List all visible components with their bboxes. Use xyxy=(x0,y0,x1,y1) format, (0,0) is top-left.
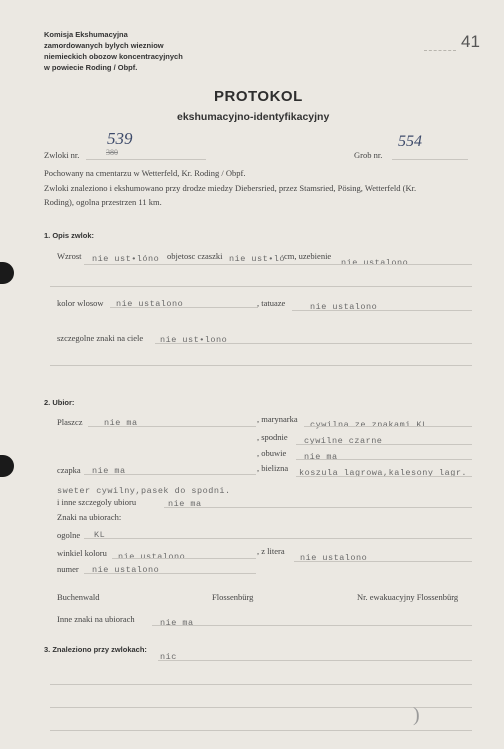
other-details-value: nie ma xyxy=(168,499,202,509)
section-heading: 3. Znaleziono przy zwlokach: xyxy=(44,645,147,654)
field-line xyxy=(84,264,472,265)
field-line xyxy=(50,286,472,287)
cap-label: czapka xyxy=(57,465,81,475)
letter-label: , z litera xyxy=(257,546,285,556)
triangle-color-label: winkiel koloru xyxy=(57,548,107,558)
pencil-mark: ) xyxy=(413,704,420,726)
punch-hole xyxy=(0,455,14,477)
hair-color-label: kolor wlosow xyxy=(57,298,104,308)
height-value: nie ust•lóno xyxy=(92,254,160,264)
page-number-dash xyxy=(424,50,456,51)
shoes-value: nie ma xyxy=(304,452,338,462)
org-line: w powiecie Roding / Obpf. xyxy=(44,63,138,72)
field-line xyxy=(164,507,472,508)
section-heading: 1. Opis zwlok: xyxy=(44,231,95,240)
field-line xyxy=(304,426,472,427)
trousers-label: , spodnie xyxy=(257,432,288,442)
coat-value: nie ma xyxy=(104,418,138,428)
other-clothing-marks-label: Inne znaki na ubiorach xyxy=(57,614,135,624)
field-line xyxy=(88,426,256,427)
field-line xyxy=(84,573,256,574)
field-line xyxy=(50,684,472,685)
camp-flossenburg: Flossenbürg xyxy=(212,592,254,602)
field-line xyxy=(50,365,472,366)
body-marks-value: nie ust•lono xyxy=(160,335,228,345)
page-number: 41 xyxy=(461,32,480,51)
found-text: Zwloki znaleziono i ekshumowano przy drodze miedzy Diebersried, przez Stamsried, Pösing, Wetterfeld (Kr. xyxy=(44,183,417,193)
found-text: Roding), ogolna przestrzen 11 km. xyxy=(44,197,162,207)
jacket-label: , marynarka xyxy=(257,414,298,424)
cap-value: nie ma xyxy=(92,466,126,476)
punch-hole xyxy=(0,262,14,284)
grave-line xyxy=(392,159,468,160)
clothing-marks-label: Znaki na ubiorach: xyxy=(57,512,122,522)
grave-label: Grob nr. xyxy=(354,150,383,160)
other-clothing-marks-value: nie ma xyxy=(160,618,194,628)
camp-buchenwald: Buchenwald xyxy=(57,592,100,602)
number-value: nie ustalono xyxy=(92,565,160,575)
org-line: niemieckich obozow koncentracyjnych xyxy=(44,52,183,61)
triangle-color-value: nie ustalono xyxy=(118,552,186,562)
page-subtitle: ekshumacyjno-identyfikacyjny xyxy=(177,111,330,123)
remains-crossed-number: 380 xyxy=(106,148,118,157)
trousers-value: cywilne czarne xyxy=(304,436,383,446)
skull-volume-label: objetosc czaszki xyxy=(167,251,223,261)
field-line xyxy=(50,730,472,731)
remains-number: 539 xyxy=(107,129,133,148)
burial-text: Pochowany na cmentarzu w Wetterfeld, Kr. Roding / Obpf. xyxy=(44,168,246,178)
letter-value: nie ustalono xyxy=(300,553,368,563)
tattoo-value: nie ustalono xyxy=(310,302,378,312)
evacuation-number-label: Nr. ewakuacyjny Flossenbürg xyxy=(357,592,459,602)
skull-volume-value: nie ust•ló xyxy=(229,254,286,264)
field-line xyxy=(84,474,256,475)
body-marks-label: szczegolne znaki na ciele xyxy=(57,333,144,343)
org-line: zamordowanych bylych wiezniow xyxy=(44,41,164,50)
tattoo-label: , tatuaze xyxy=(257,298,286,308)
field-line xyxy=(158,660,472,661)
field-line xyxy=(155,343,472,344)
shoes-label: , obuwie xyxy=(257,448,287,458)
underwear-label: , bielizna xyxy=(257,463,289,473)
field-line xyxy=(294,561,472,562)
field-line xyxy=(112,558,256,559)
org-line: Komisja Ekshumacyjna xyxy=(44,30,128,39)
coat-label: Plaszcz xyxy=(57,417,83,427)
page-title: PROTOKOL xyxy=(214,88,303,105)
field-line xyxy=(152,625,472,626)
field-line xyxy=(296,476,472,477)
underwear-value: koszula lagrowa,kalesony lagr. xyxy=(299,468,468,478)
teeth-value: nie ustalono xyxy=(341,258,409,268)
general-marks-label: ogolne xyxy=(57,530,81,540)
grave-number: 554 xyxy=(398,133,422,150)
field-line xyxy=(110,307,258,308)
field-line xyxy=(292,310,472,311)
hair-color-value: nie ustalono xyxy=(116,299,184,309)
field-line xyxy=(296,444,472,445)
field-line xyxy=(296,459,472,460)
number-label: numer xyxy=(57,564,79,574)
teeth-label: cm, uzebienie xyxy=(284,251,332,261)
other-details-label: i inne szczegoly ubioru xyxy=(57,497,137,507)
sweater-value: sweter cywilny,pasek do spodni. xyxy=(57,486,231,496)
remains-label: Zwloki nr. xyxy=(44,150,80,160)
field-line xyxy=(50,707,472,708)
found-items-value: nic xyxy=(160,652,177,662)
jacket-value: cywilna ze znakami KL xyxy=(310,420,428,430)
general-marks-value: KL xyxy=(94,530,106,540)
section-heading: 2. Ubior: xyxy=(44,398,75,407)
remains-line xyxy=(86,159,206,160)
height-label: Wzrost xyxy=(57,251,82,261)
field-line xyxy=(84,538,472,539)
